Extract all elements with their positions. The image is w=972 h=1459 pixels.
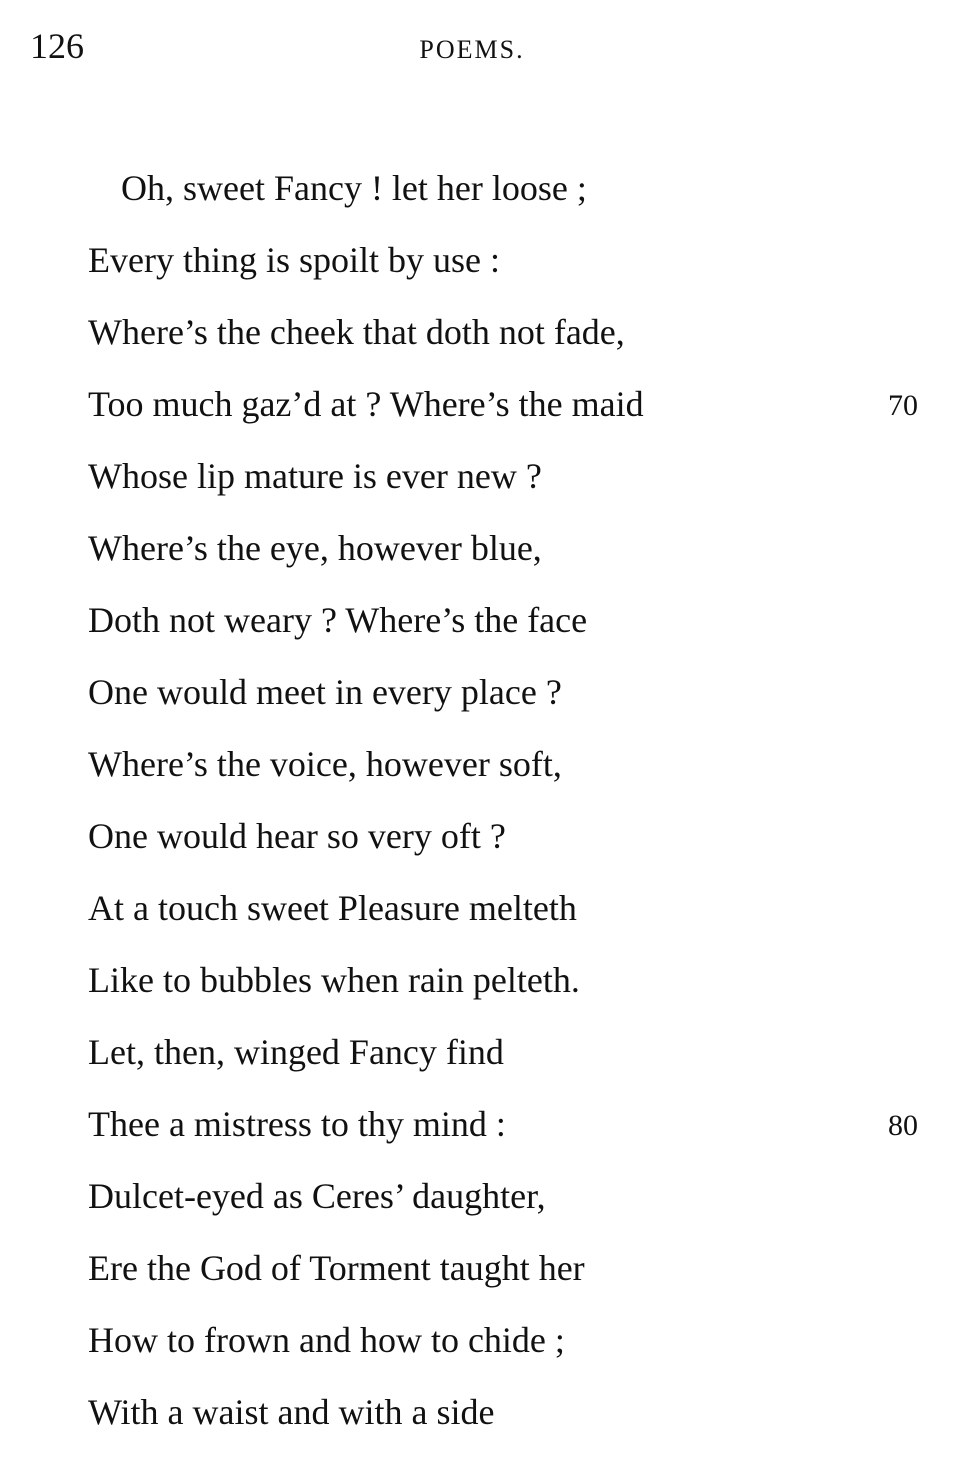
- poem-line-text: Let, then, winged Fancy find: [88, 1032, 504, 1072]
- page-number: 126: [30, 26, 84, 66]
- running-title: POEMS.: [419, 35, 525, 64]
- poem-line-text: Like to bubbles when rain pelteth.: [88, 960, 580, 1000]
- poem-line-text: Dulcet-eyed as Ceres’ daughter,: [88, 1176, 546, 1216]
- poem-line: [88, 1240, 948, 1312]
- poem-line-text: How to frown and how to chide ;: [88, 1320, 565, 1360]
- line-number: 70: [888, 389, 918, 422]
- poem-line-text: One would meet in every place ?: [88, 672, 562, 712]
- poem-line-text: Ere the God of Torment taught her: [88, 1248, 585, 1288]
- poem-line: [88, 1168, 948, 1240]
- poem-line-text: Where’s the eye, however blue,: [88, 528, 542, 568]
- poem-line: [88, 808, 948, 880]
- poem-line: [88, 592, 948, 664]
- poem-line: [88, 952, 948, 1024]
- poem-line: [88, 448, 948, 520]
- poem-line: [88, 1024, 948, 1096]
- poem-line-text: Thee a mistress to thy mind :: [88, 1104, 506, 1144]
- line-number: 80: [888, 1109, 918, 1142]
- poem-line-text: Doth not weary ? Where’s the face: [88, 600, 588, 640]
- poem-line-text: Too much gaz’d at ? Where’s the maid: [88, 384, 644, 424]
- poem-line-text: One would hear so very oft ?: [88, 816, 506, 856]
- poem-line: [88, 664, 948, 736]
- poem-body: [88, 160, 948, 1456]
- poem-line: [88, 1312, 948, 1384]
- poem-line: [88, 376, 948, 448]
- poem-line: [88, 304, 948, 376]
- poem-line-text: With a waist and with a side: [88, 1392, 495, 1432]
- poem-line-text: Oh, sweet Fancy ! let her loose ;: [121, 168, 587, 208]
- poem-line-text: Whose lip mature is ever new ?: [88, 456, 542, 496]
- poem-line: [88, 880, 948, 952]
- poem-line: [88, 736, 948, 808]
- poem-line: [88, 232, 948, 304]
- poem-line: [88, 160, 948, 232]
- poem-line-text: At a touch sweet Pleasure melteth: [88, 888, 577, 928]
- poem-line: [88, 520, 948, 592]
- poem-line-text: Every thing is spoilt by use :: [88, 240, 500, 280]
- poem-line-text: Where’s the cheek that doth not fade,: [88, 312, 625, 352]
- poem-line-text: Where’s the voice, however soft,: [88, 744, 562, 784]
- poem-line: [88, 1096, 948, 1168]
- poem-line: [88, 1384, 948, 1456]
